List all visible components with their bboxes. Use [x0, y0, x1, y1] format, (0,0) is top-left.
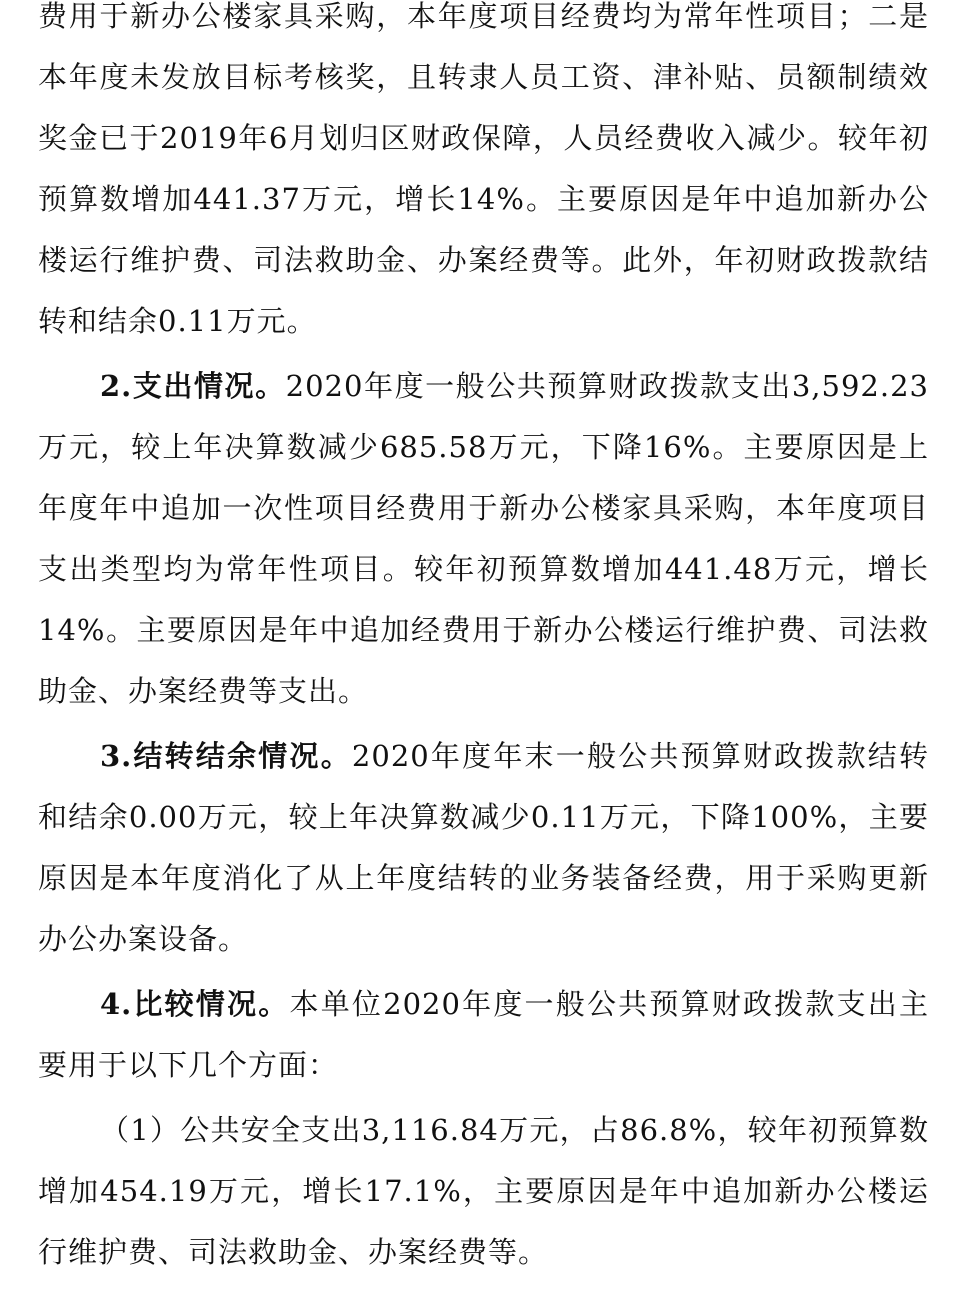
section-heading-comparison: 4.比较情况。: [100, 987, 290, 1021]
paragraph-text: 费用于新办公楼家具采购，本年度项目经费均为常年性项目；二是本年度未发放目标考核奖，且转隶人员工资、津补贴、员额制绩效奖金已于2019年6月划归区财政保障，人员经费收入减少。较年初预算数增加441.37万元，增长14%。主要原因是年中追加新办公楼运行维护费、司法救助金、办案经费等。此外，年初财政拨款结转和结余0.11万元。: [38, 0, 929, 338]
paragraph-expenditure: [38, 356, 929, 722]
paragraph-carryover: [38, 726, 929, 970]
paragraph-comparison: [38, 974, 929, 1096]
paragraph-text: 2020年度年末一般公共预算财政拨款结转和结余0.00万元，较上年决算数减少0.11万元，下降100%，主要原因是本年度消化了从上年度结转的业务装备经费，用于采购更新办公办案设备。: [38, 739, 929, 956]
section-heading-expenditure: 2.支出情况。: [100, 369, 286, 403]
paragraph-public-security: [38, 1100, 929, 1283]
paragraph-text: 本单位2020年度一般公共预算财政拨款支出主要用于以下几个方面：: [38, 987, 929, 1082]
paragraph-text: 2020年度一般公共预算财政拨款支出3,592.23万元，较上年决算数减少685.58万元，下降16%。主要原因是上年度年中追加一次性项目经费用于新办公楼家具采购，本年度项目支出类型均为常年性项目。较年初预算数增加441.48万元，增长14%。主要原因是年中追加经费用于新办公楼运行维护费、司法救助金、办案经费等支出。: [38, 369, 929, 708]
paragraph-income-summary: [38, 0, 929, 352]
paragraph-text: （1）公共安全支出3,116.84万元，占86.8%，较年初预算数增加454.19万元，增长17.1%，主要原因是年中追加新办公楼运行维护费、司法救助金、办案经费等。: [38, 1113, 929, 1269]
section-heading-carryover: 3.结转结余情况。: [100, 739, 352, 773]
